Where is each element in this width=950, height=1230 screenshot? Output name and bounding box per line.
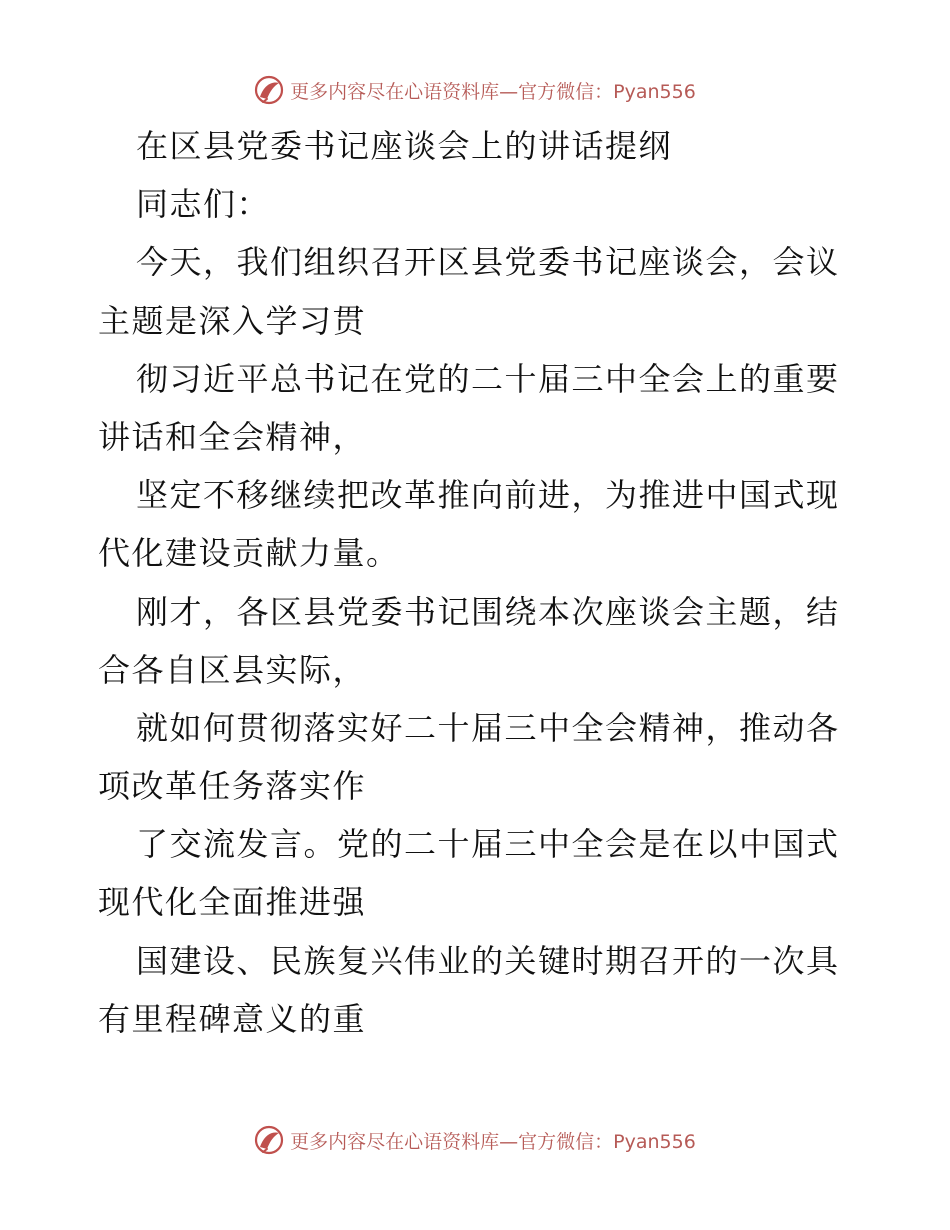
logo-icon — [254, 1125, 284, 1155]
document-title: 在区县党委书记座谈会上的讲话提纲 — [136, 127, 673, 165]
paragraph-line: 了交流发言。党的二十届三中全会是在以中国式 — [136, 825, 840, 864]
paragraph-line: 坚定不移继续把改革推向前进，为推进中国式现 — [136, 476, 840, 515]
paragraph-line: 合各自区县实际， — [98, 650, 367, 689]
paragraph-line: 项改革任务落实作 — [98, 767, 367, 806]
logo-icon — [254, 75, 284, 105]
paragraph-line: 主题是深入学习贯 — [98, 301, 367, 340]
footer-watermark — [0, 1120, 950, 1160]
salutation: 同志们： — [136, 185, 271, 224]
paragraph-line: 现代化全面推进强 — [98, 883, 367, 922]
paragraph-line: 有里程碑意义的重 — [98, 999, 367, 1038]
watermark-text: 更多内容尽在心语资料库—官方微信：Pyan556 — [290, 80, 696, 103]
paragraph-line: 彻习近平总书记在党的二十届三中全会上的重要 — [136, 359, 840, 398]
paragraph-line: 国建设、民族复兴伟业的关键时期召开的一次具 — [136, 941, 840, 980]
paragraph-line: 今天，我们组织召开区县党委书记座谈会，会议 — [136, 243, 840, 282]
watermark-text: 更多内容尽在心语资料库—官方微信：Pyan556 — [290, 1130, 696, 1153]
paragraph-line: 代化建设贡献力量。 — [98, 534, 400, 573]
paragraph-line: 讲话和全会精神， — [98, 417, 367, 456]
paragraph-line: 刚才，各区县党委书记围绕本次座谈会主题，结 — [136, 592, 840, 631]
header-watermark — [0, 70, 950, 110]
document-body — [98, 117, 858, 1048]
paragraph-line: 就如何贯彻落实好二十届三中全会精神，推动各 — [136, 708, 840, 747]
